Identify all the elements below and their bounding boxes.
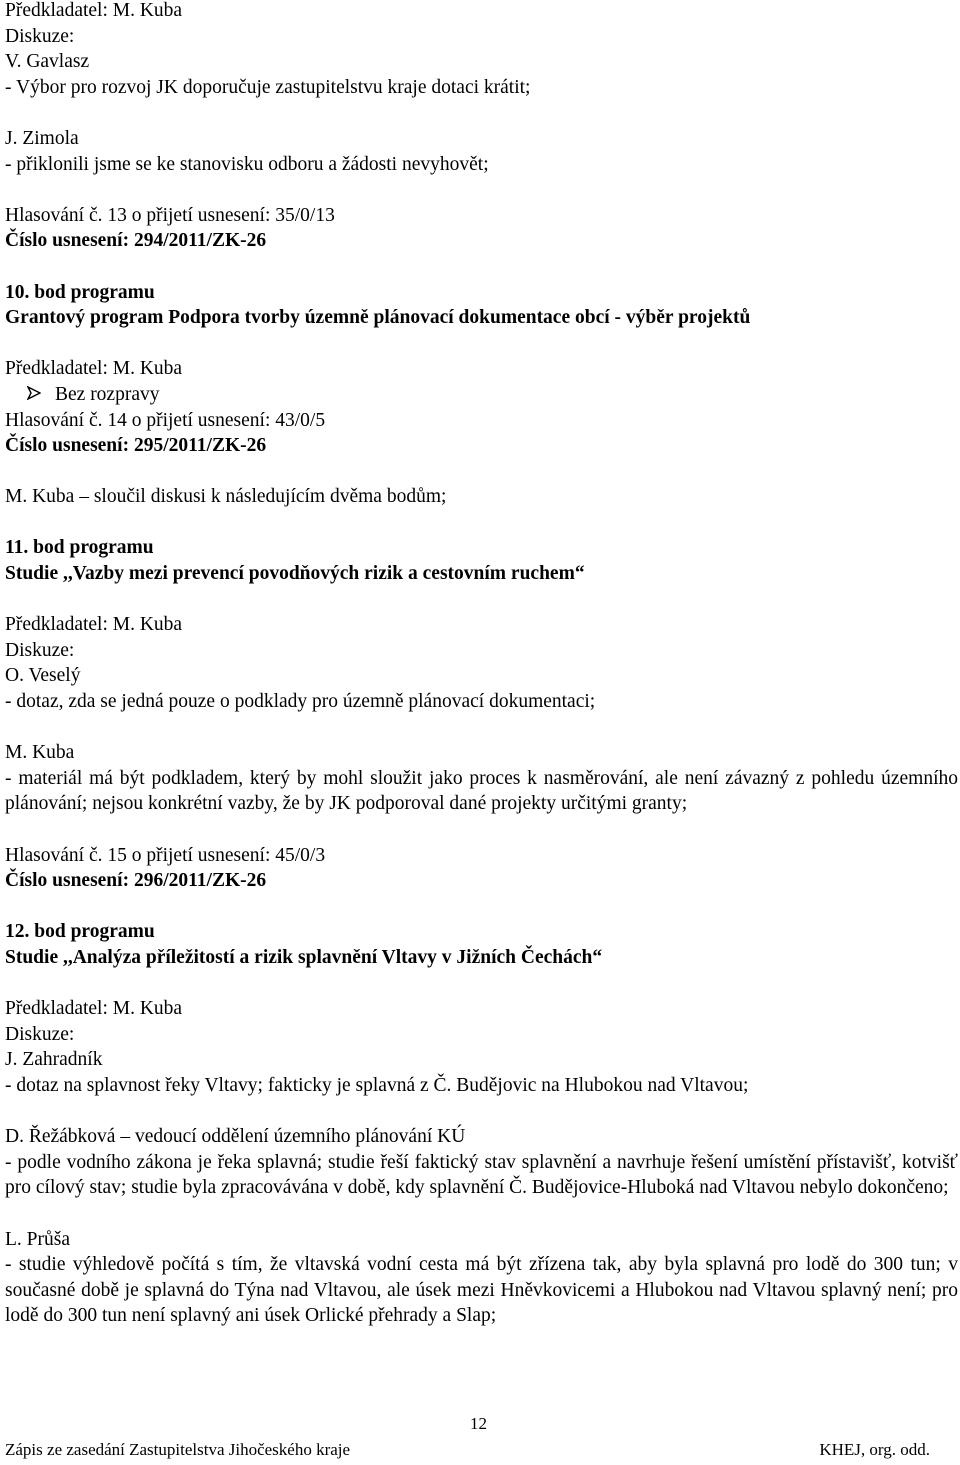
- spacer: [5, 331, 958, 357]
- speaker-name: L. Průša: [5, 1228, 70, 1250]
- agenda-item-heading: 12. bod programu: [5, 921, 155, 943]
- spacer: [5, 894, 958, 920]
- presenter-line: Předkladatel: M. Kuba: [5, 998, 183, 1020]
- speaker-statement: - dotaz na splavnost řeky Vltavy; fakticky je splavná z Č. Budějovic na Hlubokou nad Vltavou;: [5, 1074, 749, 1096]
- presenter-line: Předkladatel: M. Kuba: [5, 358, 183, 380]
- speaker-statement: - studie výhledově počítá s tím, že vltavská vodní cesta má být zřízena tak, aby byla splavná pro lodě do 300 tun; v současné době je splavná do Týna nad Vltavou, ale úsek mezi Hněvkovicemi a Hlubokou nad Vltavou splavný není; pro lodě do 300 tun není splavný ani úsek Orlické přehrady a Slap;: [5, 1254, 958, 1327]
- bullet-text: Bez rozpravy: [55, 383, 160, 405]
- resolution-number: Číslo usnesení: 296/2011/ZK-26: [5, 870, 267, 892]
- speaker-name: J. Zimola: [5, 127, 79, 149]
- agenda-item-heading: 11. bod programu: [5, 537, 154, 559]
- presenter-line: Předkladatel: M. Kuba: [5, 0, 183, 21]
- spacer: [5, 510, 958, 536]
- spacer: [5, 254, 958, 280]
- spacer: [5, 100, 958, 126]
- speaker-name: M. Kuba: [5, 742, 75, 764]
- resolution-number: Číslo usnesení: 295/2011/ZK-26: [5, 435, 267, 457]
- agenda-item-title: Studie ,,Analýza příležitostí a rizik splavnění Vltavy v Jižních Čechách“: [5, 946, 603, 968]
- page-number: 12: [470, 1414, 487, 1433]
- arrowhead-bullet-icon: [27, 382, 55, 408]
- spacer: [5, 1201, 958, 1227]
- spacer: [5, 715, 958, 741]
- spacer: [5, 971, 958, 997]
- spacer: [5, 1099, 958, 1125]
- note-line: M. Kuba – sloučil diskusi k následujícím dvěma bodům;: [5, 486, 447, 508]
- speaker-statement: - Výbor pro rozvoj JK doporučuje zastupitelstvu kraje dotaci krátit;: [5, 76, 531, 98]
- discussion-label: Diskuze:: [5, 25, 75, 47]
- speaker-statement: - materiál má být podkladem, který by mohl sloužit jako proces k nasměrování, ale není závazný z pohledu územního plánování; nejsou konkrétní vazby, že by JK podporoval dané projekty určitými granty;: [5, 767, 958, 815]
- resolution-number: Číslo usnesení: 294/2011/ZK-26: [5, 230, 267, 252]
- speaker-name: V. Gavlasz: [5, 51, 90, 73]
- vote-line: Hlasování č. 15 o přijetí usnesení: 45/0/3: [5, 844, 326, 866]
- speaker-name: J. Zahradník: [5, 1049, 103, 1071]
- speaker-statement: - dotaz, zda se jedná pouze o podklady pro územně plánovací dokumentaci;: [5, 691, 596, 713]
- speaker-name: D. Řežábková – vedoucí oddělení územního plánování KÚ: [5, 1126, 466, 1148]
- spacer: [5, 587, 958, 613]
- spacer: [5, 177, 958, 203]
- speaker-statement: - podle vodního zákona je řeka splavná; studie řeší faktický stav splavnění a navrhuje řešení umístění přístavišť, kotvišť pro cílový stav; studie byla zpracovávána v době, kdy splavnění Č. Budějovice-Hluboká nad Vltavou nebylo dokončeno;: [5, 1151, 958, 1199]
- agenda-item-title: Grantový program Podpora tvorby územně plánovací dokumentace obcí - výběr projektů: [5, 307, 751, 329]
- speaker-statement: - přiklonili jsme se ke stanovisku odboru a žádosti nevyhovět;: [5, 153, 489, 175]
- footer-right-text: KHEJ, org. odd.: [819, 1440, 930, 1459]
- discussion-label: Diskuze:: [5, 1023, 75, 1045]
- spacer: [5, 817, 958, 843]
- speaker-name: O. Veselý: [5, 665, 81, 687]
- vote-line: Hlasování č. 14 o přijetí usnesení: 43/0/5: [5, 409, 326, 431]
- discussion-label: Diskuze:: [5, 639, 75, 661]
- presenter-line: Předkladatel: M. Kuba: [5, 614, 183, 636]
- document-page: [5, 0, 958, 1329]
- bullet-item: [5, 382, 958, 408]
- vote-line: Hlasování č. 13 o přijetí usnesení: 35/0/13: [5, 204, 335, 226]
- footer-left-text: Zápis ze zasedání Zastupitelstva Jihočeského kraje: [5, 1440, 351, 1459]
- agenda-item-heading: 10. bod programu: [5, 281, 155, 303]
- spacer: [5, 459, 958, 485]
- agenda-item-title: Studie ,,Vazby mezi prevencí povodňových rizik a cestovním ruchem“: [5, 563, 585, 585]
